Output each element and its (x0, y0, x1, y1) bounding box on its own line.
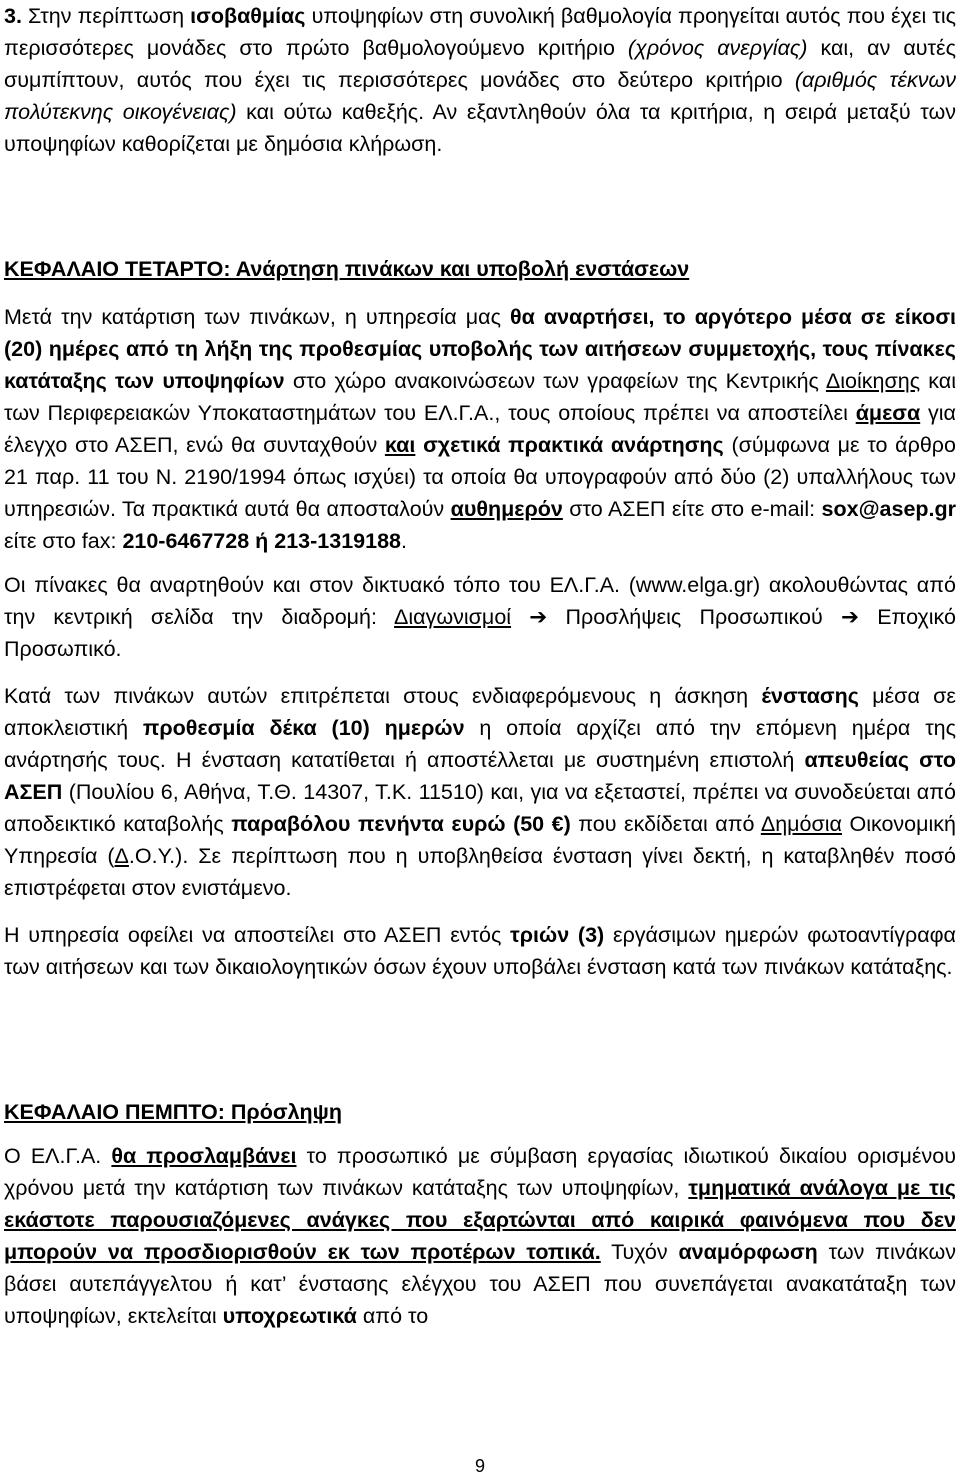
arrow-right-icon: ➔ (529, 605, 548, 629)
text-run: (Πουλίου 6, Αθήνα, Τ.Θ. 14307, Τ.Κ. 11510) και, για να εξεταστεί, πρέπει να συνοδεύεται από αποδεικτικό καταβολής (4, 780, 956, 836)
chapter-4-paragraph-1 (4, 301, 956, 557)
text-run (415, 433, 423, 457)
chapter-4-paragraph-3 (4, 680, 956, 904)
section-3-paragraph (4, 0, 956, 160)
text-run: στο ΑΣΕΠ είτε στο e-mail: (562, 497, 822, 521)
text-run: που εκδίδεται από (570, 812, 761, 836)
bold-run: υποχρεωτικά (222, 1304, 357, 1328)
fax-text: 210-6467728 ή 213-1319188 (122, 529, 401, 553)
text-run: και, αν αυτές συμπίπτουν, αυτός που έχει τις περισσότερες μονάδες στο δεύτερο κριτήριο (4, 36, 956, 92)
text-run: για έλεγχο στο ΑΣΕΠ, ενώ θα συνταχθούν (4, 401, 956, 457)
chapter-5-paragraph-1 (4, 1140, 956, 1332)
bold-run: απευθείας στο ΑΣΕΠ (4, 748, 956, 804)
bold-underline-run: τμηματικά ανάλογα με τις εκάστοτε παρουσιαζόμενες ανάγκες που εξαρτώνται από καιρικά φαινόμενα που δεν μπορούν να προσδιορισθούν εκ των προτέρων τοπικά. (4, 1176, 956, 1264)
text-run: είτε στο fax: (4, 529, 123, 553)
bold-underline-run: θα προσλαμβάνει (111, 1144, 297, 1168)
bold-run: θα αναρτήσει, το αργότερο μέσα σε είκοσι (20) ημέρες από τη λήξη της προθεσμίας υποβολής των αιτήσεων συμμετοχής, τους πίνακες κατάταξης των υποψηφίων (4, 305, 956, 393)
bold-run: παραβόλου πενήντα ευρώ (50 €) (231, 812, 571, 836)
text-run: Η υπηρεσία οφείλει να αποστείλει στο ΑΣΕΠ εντός (4, 923, 511, 947)
text-run: εργάσιμων ημερών φωτοαντίγραφα των αιτήσεων και των δικαιολογητικών όσων έχουν υποβάλει ένσταση κατά των πινάκων κατάταξης. (4, 923, 956, 979)
bold-run: σχετικά πρακτικά ανάρτησης (423, 433, 724, 457)
text-run: το προσωπικό με σύμβαση εργασίας ιδιωτικού δικαίου ορισμένου χρόνου μετά την κατάρτιση των πινάκων κατάταξης των υποψηφίων, (4, 1144, 956, 1200)
text-run: Προσλήψεις Προσωπικού (547, 605, 841, 629)
bold-run: προθεσμία δέκα (10) ημερών (142, 716, 465, 740)
chapter-4-paragraph-2 (4, 569, 956, 665)
text-run: μέσα σε αποκλειστική (4, 684, 956, 740)
bold-underline-amesa: άμεσα (855, 401, 921, 425)
text-run: και των Περιφερειακών Υποκαταστημάτων του ΕΛ.Γ.Α., τους οποίους πρέπει να αποστείλει (4, 369, 956, 425)
text-run: (σύμφωνα με το άρθρο 21 παρ. 11 του Ν. 2190/1994 όπως ισχύει) τα οποία θα υπογραφούν από δύο (2) υπαλλήλους των υπηρεσιών. Τα πρακτικά αυτά θα αποσταλούν (4, 433, 956, 521)
section-3-number: 3. (4, 4, 22, 28)
text-run: .Ο.Υ.). Σε περίπτωση που η υποβληθείσα ένσταση γίνει δεκτή, η καταβληθέν ποσό επιστρέφεται στον ενιστάμενο. (4, 844, 956, 900)
text-run: από το (356, 1304, 429, 1328)
underline-run: Διοίκησης (825, 369, 921, 393)
text-run: των πινάκων βάσει αυτεπάγγελτου ή κατ’ ένστασης ελέγχου του ΑΣΕΠ που συνεπάγεται ανακατάταξη των υποψηφίων, εκτελείται (4, 1240, 956, 1328)
arrow-right-icon: ➔ (840, 605, 859, 629)
chapter-5-heading: ΚΕΦΑΛΑΙΟ ΠΕΜΠΤΟ: Πρόσληψη (4, 1100, 342, 1124)
text-run: Οι πίνακες θα αναρτηθούν και στον δικτυακό τόπο του ΕΛ.Γ.Α. (www.elga.gr) ακολουθώντας από την κεντρική σελίδα την διαδρομή: (4, 573, 956, 629)
text-run: . (400, 529, 407, 553)
bold-underline-avthimeron: αυθημερόν (450, 497, 563, 521)
bold-underline-kai: και (384, 433, 416, 457)
text-run: Εποχικό Προσωπικό. (4, 605, 956, 661)
text-run: στο χώρο ανακοινώσεων των γραφείων της Κεντρικής (284, 369, 826, 393)
bold-term-isovathmia: ισοβαθμίας (190, 4, 306, 28)
text-run: Μετά την κατάρτιση των πινάκων, η υπηρεσία μας (4, 305, 510, 329)
italic-term-anergia: (χρόνος ανεργίας) (627, 36, 808, 60)
text-run: Οικονομική Υπηρεσία ( (4, 812, 956, 868)
chapter-4-paragraph-4 (4, 919, 956, 983)
text-run: Ο ΕΛ.Γ.Α. (4, 1144, 112, 1168)
chapter-4-heading: ΚΕΦΑΛΑΙΟ ΤΕΤΑΡΤΟ: Ανάρτηση πινάκων και υποβολή ενστάσεων (4, 257, 690, 281)
text-run: η οποία αρχίζει από την επόμενη ημέρα της ανάρτησής τους. Η ένσταση κατατίθεται ή αποστέλλεται με συστημένη επιστολή (4, 716, 957, 772)
italic-term-tekna: (αριθμός τέκνων πολύτεκνης οικογένειας) (4, 68, 956, 124)
text-run: Στην περίπτωση (21, 4, 191, 28)
bold-run: τριών (3) (510, 923, 605, 947)
email-text: sox@asep.gr (821, 497, 957, 521)
text-run: υποψηφίων στη συνολική βαθμολογία προηγείται αυτός που έχει τις περισσότερες μονάδες στο πρώτο βαθμολογούμενο κριτήριο (4, 4, 956, 60)
page-number: 9 (474, 1456, 485, 1476)
text-run: Κατά των πινάκων αυτών επιτρέπεται στους ενδιαφερόμενους η άσκηση (4, 684, 762, 708)
text-run: Τυχόν (600, 1240, 679, 1264)
bold-run: αναμόρφωση (678, 1240, 818, 1264)
underline-run: Δημόσια (760, 812, 842, 836)
text-run: και ούτω καθεξής. Αν εξαντληθούν όλα τα κριτήρια, η σειρά μεταξύ των υποψηφίων καθορίζεται με δημόσια κλήρωση. (4, 100, 957, 156)
underline-run: Δ (114, 844, 129, 868)
underline-run: Διαγωνισμοί (394, 605, 512, 629)
bold-run: ένστασης (761, 684, 859, 708)
